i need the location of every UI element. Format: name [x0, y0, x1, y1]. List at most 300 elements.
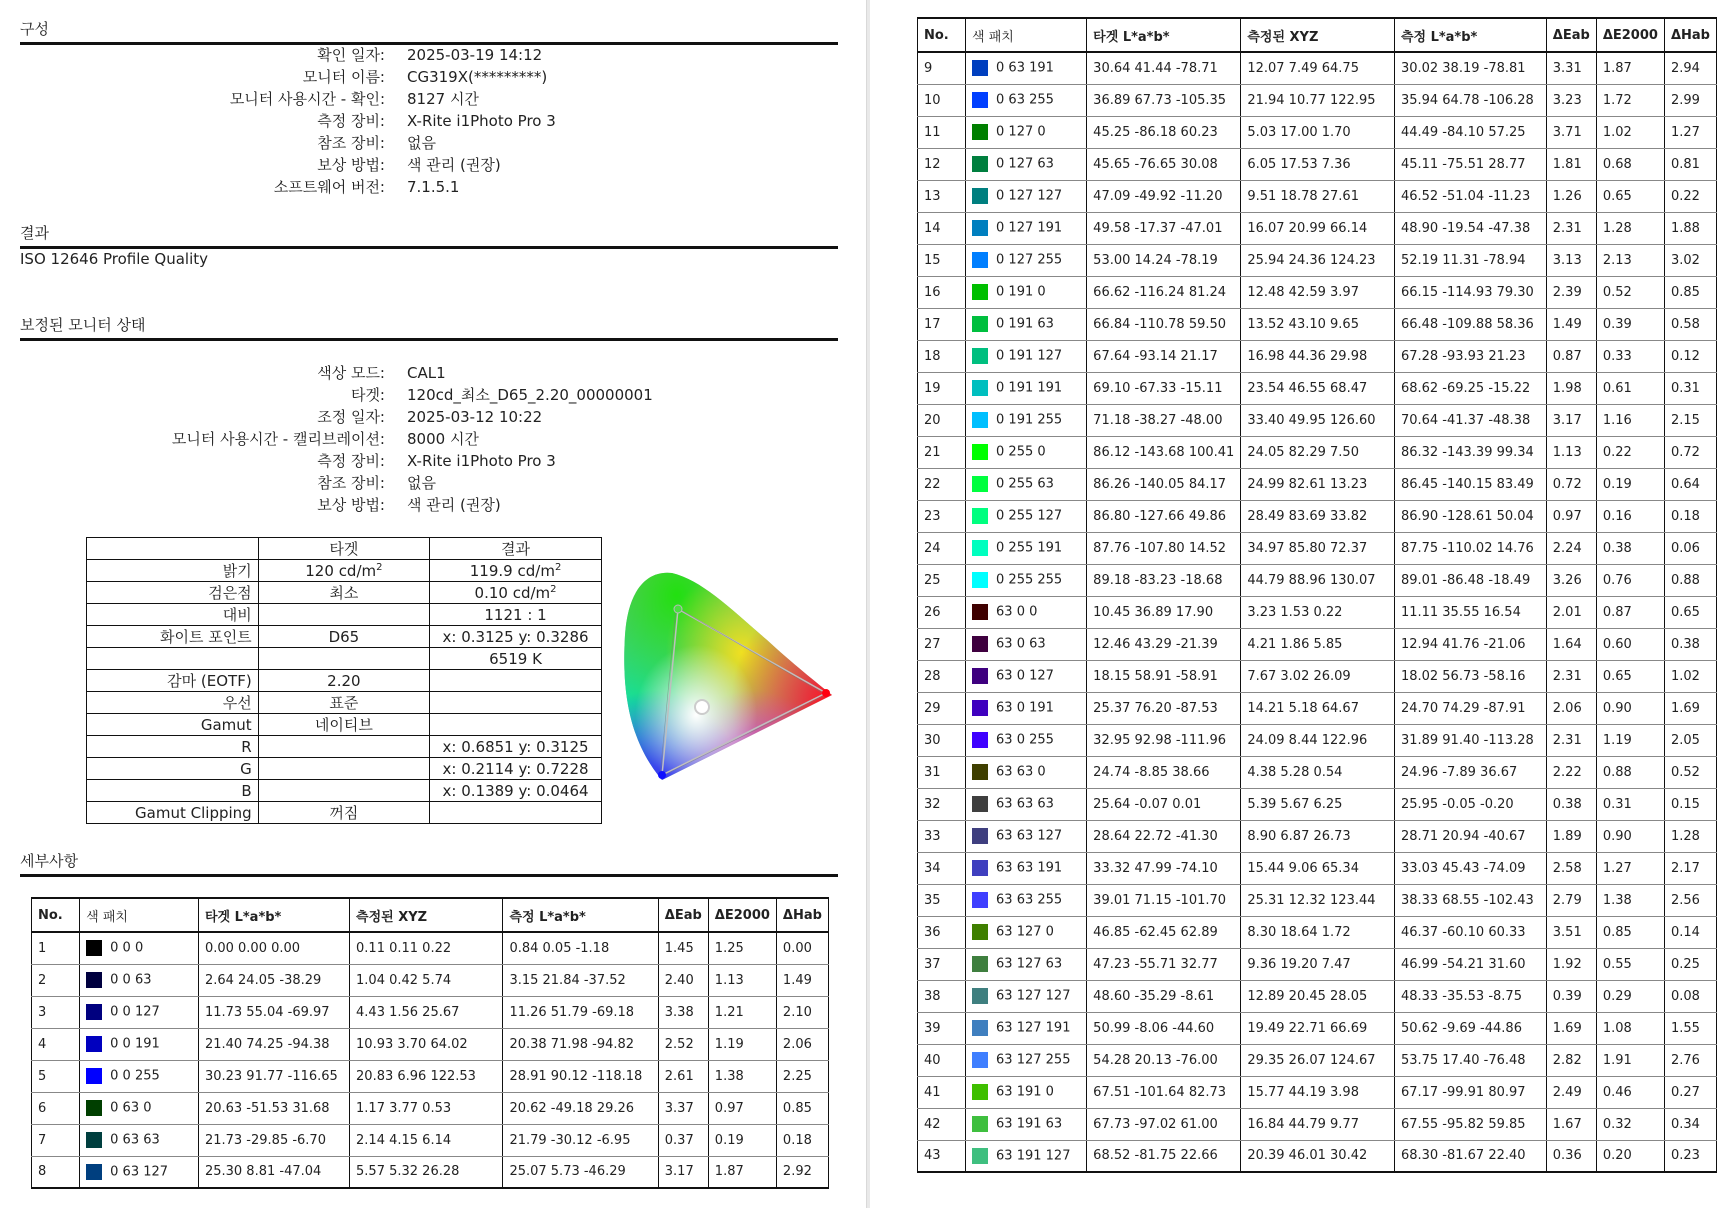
- table-row: [32, 996, 829, 1028]
- table-cell: 11.26 51.79 -69.18: [503, 996, 658, 1028]
- info-label: 모니터 사용시간 - 캘리브레이션:: [171, 430, 385, 448]
- table-cell: 66.15 -114.93 79.30: [1394, 276, 1546, 308]
- table-cell: 4: [32, 1028, 80, 1060]
- table-cell: 1.16: [1596, 404, 1664, 436]
- table-header-cell: 측정 L*a*b*: [503, 898, 658, 932]
- color-patch-cell: [80, 1156, 199, 1188]
- color-patch-cell: [966, 660, 1087, 692]
- table-cell: 1.38: [708, 1060, 776, 1092]
- table-cell: 1.26: [1546, 180, 1596, 212]
- table-cell: 89.18 -83.23 -18.68: [1087, 564, 1241, 596]
- table-cell: 0.64: [1664, 468, 1716, 500]
- info-row: [20, 66, 838, 88]
- color-patch-value: 0 63 127: [110, 1164, 169, 1180]
- table-row: [918, 980, 1717, 1012]
- color-swatch: [972, 348, 988, 364]
- color-patch-cell: [966, 372, 1087, 404]
- table-cell: 30.23 91.77 -116.65: [198, 1060, 349, 1092]
- table-cell: 20.62 -49.18 29.26: [503, 1092, 658, 1124]
- color-patch-cell: [80, 1028, 199, 1060]
- table-cell: 0.19: [708, 1124, 776, 1156]
- table-cell: 0.22: [1596, 436, 1664, 468]
- table-cell: 3: [32, 996, 80, 1028]
- table-cell: 10: [918, 84, 966, 116]
- table-cell: 28.71 20.94 -40.67: [1394, 820, 1546, 852]
- table-cell: 15: [918, 244, 966, 276]
- info-value: 2025-03-19 14:12: [407, 46, 543, 64]
- table-header-cell: No.: [32, 898, 80, 932]
- table-cell: 3.38: [658, 996, 708, 1028]
- table-cell: 35.94 64.78 -106.28: [1394, 84, 1546, 116]
- table-cell: 0.81: [1664, 148, 1716, 180]
- table-header-cell: No.: [918, 18, 966, 52]
- table-cell: 9.51 18.78 27.61: [1241, 180, 1395, 212]
- color-patch-value: 63 63 191: [996, 860, 1063, 876]
- table-cell: 0.08: [1664, 980, 1716, 1012]
- color-swatch: [972, 668, 988, 684]
- table-cell: 15.44 9.06 65.34: [1241, 852, 1395, 884]
- color-patch-cell: [80, 1060, 199, 1092]
- color-patch-value: 63 127 127: [996, 988, 1071, 1004]
- info-row: [20, 406, 838, 428]
- info-row: [20, 362, 838, 384]
- table-cell: 2.31: [1546, 660, 1596, 692]
- color-patch-value: 63 127 255: [996, 1052, 1071, 1068]
- table-row: [918, 564, 1717, 596]
- red-primary-point: [822, 689, 830, 697]
- row-label: 대비: [87, 604, 259, 626]
- table-cell: 1.49: [1546, 308, 1596, 340]
- info-value: 7.1.5.1: [407, 178, 460, 196]
- table-cell: 24.74 -8.85 38.66: [1087, 756, 1241, 788]
- row-label: 밝기: [87, 560, 259, 582]
- table-cell: 67.55 -95.82 59.85: [1394, 1108, 1546, 1140]
- table-cell: 0.85: [1664, 276, 1716, 308]
- table-cell: 33: [918, 820, 966, 852]
- table-cell: 20.83 6.96 122.53: [350, 1060, 503, 1092]
- contrast-row: [87, 604, 602, 626]
- table-cell: 70.64 -41.37 -48.38: [1394, 404, 1546, 436]
- table-cell: 2.14 4.15 6.14: [350, 1124, 503, 1156]
- table-cell: 48.33 -35.53 -8.75: [1394, 980, 1546, 1012]
- table-cell: 30.02 38.19 -78.81: [1394, 52, 1546, 84]
- table-cell: 0.58: [1664, 308, 1716, 340]
- table-row: [918, 372, 1717, 404]
- color-patch-value: 63 0 191: [996, 700, 1054, 716]
- color-swatch: [972, 1148, 988, 1164]
- table-header-row: [87, 538, 602, 560]
- table-cell: 20.63 -51.53 31.68: [198, 1092, 349, 1124]
- table-cell: 2.64 24.05 -38.29: [198, 964, 349, 996]
- table-cell: 48.90 -19.54 -47.38: [1394, 212, 1546, 244]
- table-cell: 3.02: [1664, 244, 1716, 276]
- table-cell: 10.45 36.89 17.90: [1087, 596, 1241, 628]
- table-header-cell: ΔHab: [776, 898, 828, 932]
- priority-target: 표준: [258, 692, 429, 714]
- gamut-result: [430, 714, 602, 736]
- green-primary-point: [674, 605, 682, 613]
- g-result: x: 0.2114 y: 0.7228: [430, 758, 602, 780]
- table-cell: 46.99 -54.21 31.60: [1394, 948, 1546, 980]
- table-cell: 21: [918, 436, 966, 468]
- table-row: [918, 756, 1717, 788]
- calibrated-section: [20, 316, 838, 341]
- table-cell: 49.58 -17.37 -47.01: [1087, 212, 1241, 244]
- table-cell: 23.54 46.55 68.47: [1241, 372, 1395, 404]
- table-cell: 5.39 5.67 6.25: [1241, 788, 1395, 820]
- table-cell: 2.05: [1664, 724, 1716, 756]
- color-patch-value: 63 127 0: [996, 924, 1054, 940]
- table-cell: 42: [918, 1108, 966, 1140]
- table-cell: 18.02 56.73 -58.16: [1394, 660, 1546, 692]
- color-patch-value: 0 191 63: [996, 316, 1054, 332]
- table-cell: 1.27: [1664, 116, 1716, 148]
- table-cell: 0.25: [1664, 948, 1716, 980]
- color-swatch: [972, 764, 988, 780]
- color-swatch: [972, 700, 988, 716]
- table-cell: 24.05 82.29 7.50: [1241, 436, 1395, 468]
- table-cell: 12.07 7.49 64.75: [1241, 52, 1395, 84]
- color-swatch: [972, 92, 988, 108]
- table-cell: 1.17 3.77 0.53: [350, 1092, 503, 1124]
- table-cell: 7: [32, 1124, 80, 1156]
- table-cell: 20: [918, 404, 966, 436]
- table-cell: 54.28 20.13 -76.00: [1087, 1044, 1241, 1076]
- table-row: [918, 1140, 1717, 1172]
- color-patch-value: 0 63 255: [996, 92, 1054, 108]
- table-cell: 0.37: [658, 1124, 708, 1156]
- table-cell: 0.65: [1596, 660, 1664, 692]
- white-point-marker: [695, 700, 709, 714]
- color-patch-cell: [966, 852, 1087, 884]
- white-target: D65: [258, 626, 429, 648]
- table-cell: 24.70 74.29 -87.91: [1394, 692, 1546, 724]
- table-cell: 12.94 41.76 -21.06: [1394, 628, 1546, 660]
- table-row: [918, 1108, 1717, 1140]
- table-row: [32, 1156, 829, 1188]
- table-cell: 1.19: [708, 1028, 776, 1060]
- table-cell: 25.30 8.81 -47.04: [198, 1156, 349, 1188]
- color-patch-cell: [80, 932, 199, 964]
- row-label: Gamut: [87, 714, 259, 736]
- table-cell: 27: [918, 628, 966, 660]
- table-header-cell: ΔE2000: [708, 898, 776, 932]
- table-cell: 0.52: [1664, 756, 1716, 788]
- table-header-cell: ΔEab: [658, 898, 708, 932]
- table-cell: 45.65 -76.65 30.08: [1087, 148, 1241, 180]
- table-row: [918, 180, 1717, 212]
- table-cell: 5.57 5.32 26.28: [350, 1156, 503, 1188]
- table-cell: 3.71: [1546, 116, 1596, 148]
- green-primary-row: [87, 758, 602, 780]
- row-label: [87, 648, 259, 670]
- table-cell: 0.55: [1596, 948, 1664, 980]
- color-swatch: [86, 1036, 102, 1052]
- table-cell: 1.89: [1546, 820, 1596, 852]
- table-cell: 2.13: [1596, 244, 1664, 276]
- table-cell: 0.72: [1664, 436, 1716, 468]
- table-cell: 2.79: [1546, 884, 1596, 916]
- table-cell: 0.38: [1546, 788, 1596, 820]
- color-patch-cell: [966, 276, 1087, 308]
- table-cell: 2.94: [1664, 52, 1716, 84]
- table-row: [918, 84, 1717, 116]
- color-patch-value: 63 191 0: [996, 1084, 1054, 1100]
- color-patch-cell: [966, 1108, 1087, 1140]
- table-cell: 0.87: [1596, 596, 1664, 628]
- table-cell: 0.31: [1596, 788, 1664, 820]
- table-cell: 1.08: [1596, 1012, 1664, 1044]
- table-cell: 19.49 22.71 66.69: [1241, 1012, 1395, 1044]
- table-cell: 1.98: [1546, 372, 1596, 404]
- table-header-cell: 결과: [430, 538, 602, 560]
- table-cell: 0.85: [776, 1092, 828, 1124]
- table-row: [32, 1028, 829, 1060]
- color-patch-value: 0 127 191: [996, 220, 1063, 236]
- table-cell: 30: [918, 724, 966, 756]
- white-k-target: [258, 648, 429, 670]
- table-cell: 0.00 0.00 0.00: [198, 932, 349, 964]
- table-cell: 8.90 6.87 26.73: [1241, 820, 1395, 852]
- color-swatch: [86, 1100, 102, 1116]
- table-cell: 47.09 -49.92 -11.20: [1087, 180, 1241, 212]
- info-label: 측정 장비:: [317, 112, 385, 130]
- table-cell: 0.36: [1546, 1140, 1596, 1172]
- table-cell: 0.84 0.05 -1.18: [503, 932, 658, 964]
- table-cell: 2.17: [1664, 852, 1716, 884]
- color-patch-cell: [966, 724, 1087, 756]
- table-cell: 16.84 44.79 9.77: [1241, 1108, 1395, 1140]
- info-label: 색상 모드:: [317, 364, 385, 382]
- table-cell: 2.82: [1546, 1044, 1596, 1076]
- table-cell: 0.06: [1664, 532, 1716, 564]
- table-cell: 37: [918, 948, 966, 980]
- b-result: x: 0.1389 y: 0.0464: [430, 780, 602, 802]
- table-cell: 68.30 -81.67 22.40: [1394, 1140, 1546, 1172]
- color-patch-cell: [966, 1140, 1087, 1172]
- table-row: [918, 1044, 1717, 1076]
- gamma-row: [87, 670, 602, 692]
- table-cell: 44.49 -84.10 57.25: [1394, 116, 1546, 148]
- table-cell: 2.31: [1546, 212, 1596, 244]
- table-row: [918, 468, 1717, 500]
- table-cell: 12.89 20.45 28.05: [1241, 980, 1395, 1012]
- table-cell: 20.39 46.01 30.42: [1241, 1140, 1395, 1172]
- table-cell: 14: [918, 212, 966, 244]
- table-cell: 21.73 -29.85 -6.70: [198, 1124, 349, 1156]
- table-cell: 2.01: [1546, 596, 1596, 628]
- info-label: 측정 장비:: [317, 452, 385, 470]
- color-swatch: [972, 572, 988, 588]
- table-cell: 0.65: [1664, 596, 1716, 628]
- gamut-clipping-row: [87, 802, 602, 824]
- table-cell: 0.90: [1596, 820, 1664, 852]
- color-patch-value: 0 255 0: [996, 444, 1046, 460]
- info-value: 120cd_최소_D65_2.20_00000001: [407, 386, 653, 404]
- details-section: [20, 852, 838, 877]
- table-row: [32, 932, 829, 964]
- color-swatch: [972, 956, 988, 972]
- color-patch-value: 63 63 63: [996, 796, 1054, 812]
- table-row: [918, 52, 1717, 84]
- table-cell: 1.13: [1546, 436, 1596, 468]
- color-patch-value: 0 255 63: [996, 476, 1054, 492]
- table-cell: 6: [32, 1092, 80, 1124]
- blue-primary-point: [658, 771, 666, 779]
- black-target: 최소: [258, 582, 429, 604]
- color-patch-cell: [966, 820, 1087, 852]
- table-header-row: [32, 898, 829, 932]
- table-cell: 9: [918, 52, 966, 84]
- table-cell: 87.75 -110.02 14.76: [1394, 532, 1546, 564]
- color-patch-value: 0 0 127: [110, 1004, 160, 1020]
- table-cell: 24.09 8.44 122.96: [1241, 724, 1395, 756]
- table-cell: 1.49: [776, 964, 828, 996]
- table-cell: 0.97: [1546, 500, 1596, 532]
- color-patch-value: 63 127 63: [996, 956, 1063, 972]
- table-cell: 4.43 1.56 25.67: [350, 996, 503, 1028]
- color-swatch: [972, 444, 988, 460]
- table-cell: 11: [918, 116, 966, 148]
- info-value: 색 관리 (권장): [407, 496, 501, 514]
- table-cell: 2.58: [1546, 852, 1596, 884]
- table-cell: 12.48 42.59 3.97: [1241, 276, 1395, 308]
- table-cell: 67.73 -97.02 61.00: [1087, 1108, 1241, 1140]
- table-cell: 1.19: [1596, 724, 1664, 756]
- table-cell: 23: [918, 500, 966, 532]
- color-patch-cell: [966, 84, 1087, 116]
- color-patch-cell: [966, 404, 1087, 436]
- table-row: [918, 692, 1717, 724]
- table-cell: 32: [918, 788, 966, 820]
- table-cell: 26: [918, 596, 966, 628]
- table-cell: 67.28 -93.93 21.23: [1394, 340, 1546, 372]
- table-cell: 68.52 -81.75 22.66: [1087, 1140, 1241, 1172]
- color-patch-value: 63 0 63: [996, 636, 1046, 652]
- table-cell: 1.88: [1664, 212, 1716, 244]
- color-swatch: [972, 284, 988, 300]
- table-header-cell: 타겟 L*a*b*: [198, 898, 349, 932]
- table-row: [32, 1092, 829, 1124]
- info-label: 조정 일자:: [317, 408, 385, 426]
- row-label: R: [87, 736, 259, 758]
- table-cell: 1.87: [708, 1156, 776, 1188]
- table-cell: 1.28: [1596, 212, 1664, 244]
- info-row: [20, 154, 838, 176]
- color-patch-value: 0 63 63: [110, 1132, 160, 1148]
- info-label: 타겟:: [350, 386, 385, 404]
- table-cell: 25.31 12.32 123.44: [1241, 884, 1395, 916]
- table-cell: 15.77 44.19 3.98: [1241, 1076, 1395, 1108]
- table-cell: 0.90: [1596, 692, 1664, 724]
- table-row: [918, 244, 1717, 276]
- gamut-target: 네이티브: [258, 714, 429, 736]
- table-cell: 43: [918, 1140, 966, 1172]
- table-cell: 2.92: [776, 1156, 828, 1188]
- info-label: 참조 장비:: [317, 134, 385, 152]
- white-k-result: 6519 K: [430, 648, 602, 670]
- table-cell: 21.79 -30.12 -6.95: [503, 1124, 658, 1156]
- table-header-cell: ΔHab: [1664, 18, 1716, 52]
- color-patch-value: 63 191 127: [996, 1148, 1071, 1164]
- table-cell: 11.73 55.04 -69.97: [198, 996, 349, 1028]
- color-patch-value: 0 63 191: [996, 60, 1054, 76]
- row-label: Gamut Clipping: [87, 802, 259, 824]
- table-cell: 14.21 5.18 64.67: [1241, 692, 1395, 724]
- table-cell: 1.69: [1546, 1012, 1596, 1044]
- table-cell: 0.19: [1596, 468, 1664, 500]
- color-patch-value: 0 255 255: [996, 572, 1063, 588]
- r-target: [258, 736, 429, 758]
- color-patch-value: 63 127 191: [996, 1020, 1071, 1036]
- color-swatch: [86, 1068, 102, 1084]
- table-row: [918, 852, 1717, 884]
- table-cell: 0.88: [1596, 756, 1664, 788]
- table-cell: 1.69: [1664, 692, 1716, 724]
- table-cell: 0.97: [708, 1092, 776, 1124]
- table-header-row: [918, 18, 1717, 52]
- table-cell: 3.15 21.84 -37.52: [503, 964, 658, 996]
- table-header-cell: 타겟 L*a*b*: [1087, 18, 1241, 52]
- table-row: [918, 788, 1717, 820]
- row-label: B: [87, 780, 259, 802]
- table-cell: 3.17: [658, 1156, 708, 1188]
- table-header-cell: 측정된 XYZ: [1241, 18, 1395, 52]
- table-cell: 2.06: [1546, 692, 1596, 724]
- color-patch-value: 0 0 63: [110, 972, 152, 988]
- table-cell: 0.76: [1596, 564, 1664, 596]
- table-cell: 0.31: [1664, 372, 1716, 404]
- table-cell: 0.33: [1596, 340, 1664, 372]
- table-row: [32, 1124, 829, 1156]
- config-title: 구성: [20, 20, 838, 45]
- table-cell: 28: [918, 660, 966, 692]
- info-value: 없음: [407, 134, 436, 152]
- table-cell: 5: [32, 1060, 80, 1092]
- table-cell: 44.79 88.96 130.07: [1241, 564, 1395, 596]
- table-cell: 0.87: [1546, 340, 1596, 372]
- table-cell: 0.61: [1596, 372, 1664, 404]
- white-result: x: 0.3125 y: 0.3286: [430, 626, 602, 648]
- table-cell: 25: [918, 564, 966, 596]
- table-cell: 16: [918, 276, 966, 308]
- color-patch-cell: [966, 180, 1087, 212]
- table-cell: 21.40 74.25 -94.38: [198, 1028, 349, 1060]
- color-swatch: [972, 1084, 988, 1100]
- color-swatch: [972, 636, 988, 652]
- color-swatch: [972, 1020, 988, 1036]
- table-cell: 2.39: [1546, 276, 1596, 308]
- config-list: [20, 44, 838, 198]
- color-patch-value: 0 191 255: [996, 412, 1063, 428]
- table-row: [918, 884, 1717, 916]
- table-cell: 87.76 -107.80 14.52: [1087, 532, 1241, 564]
- table-cell: 0.23: [1664, 1140, 1716, 1172]
- table-cell: 0.88: [1664, 564, 1716, 596]
- table-cell: 68.62 -69.25 -15.22: [1394, 372, 1546, 404]
- row-label: 감마 (EOTF): [87, 670, 259, 692]
- table-row: [918, 276, 1717, 308]
- table-row: [918, 948, 1717, 980]
- table-cell: 5.03 17.00 1.70: [1241, 116, 1395, 148]
- table-cell: 2: [32, 964, 80, 996]
- table-cell: 2.25: [776, 1060, 828, 1092]
- table-cell: 86.90 -128.61 50.04: [1394, 500, 1546, 532]
- config-section: [20, 20, 838, 45]
- table-cell: 1.64: [1546, 628, 1596, 660]
- monitor-status-table: [86, 537, 602, 824]
- report-page-right: [870, 0, 1730, 1208]
